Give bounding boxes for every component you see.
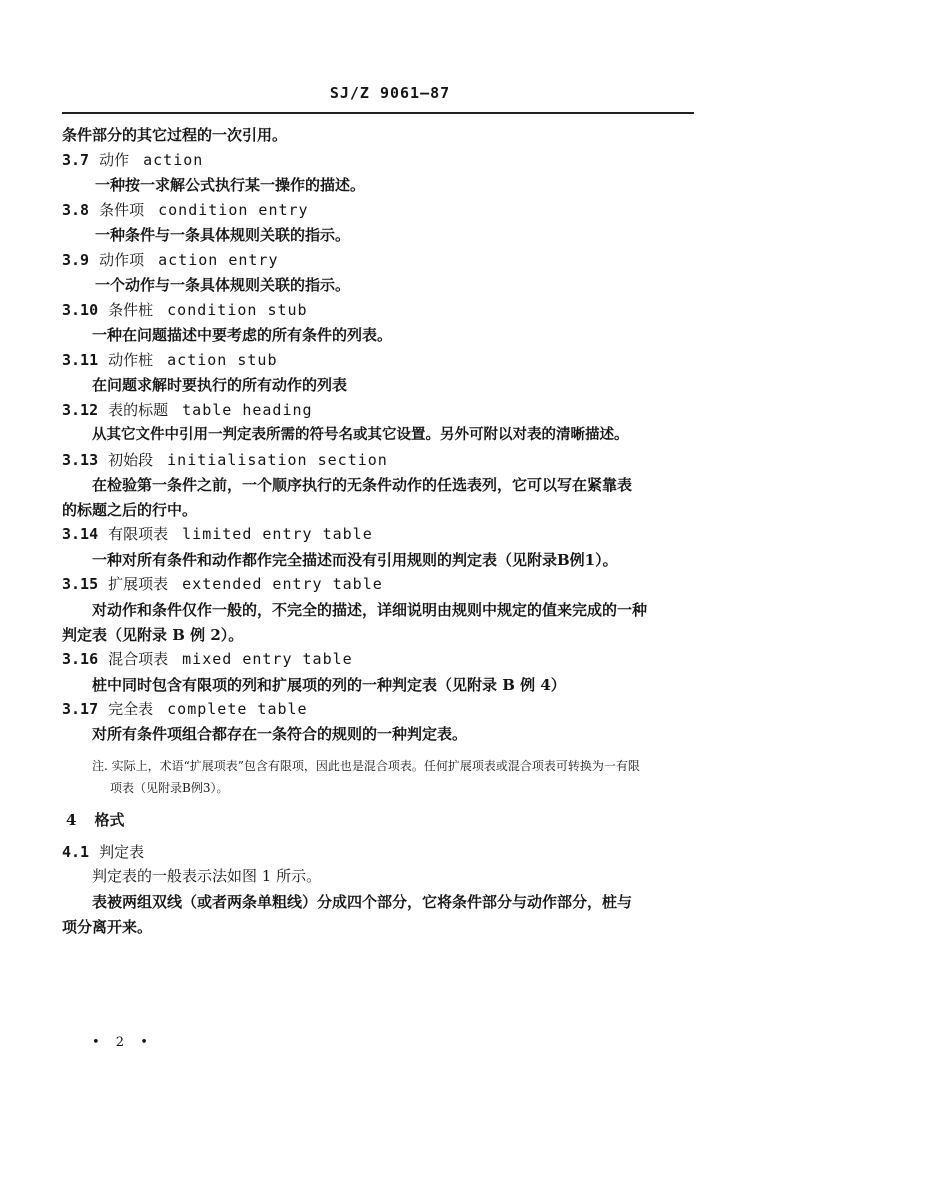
term-number: 3.10 — [62, 301, 99, 319]
term-chinese: 动作 — [99, 151, 130, 169]
section-heading — [66, 810, 124, 830]
term-number: 3.16 — [62, 650, 99, 668]
section-title: 格式 — [94, 811, 125, 829]
term-definition: 一种按一求解公式执行某一操作的描述。 — [95, 176, 366, 194]
term-english: initialisation section — [167, 451, 388, 469]
term-number: 3.13 — [62, 451, 99, 469]
document-code-header: SJ/Z 9061—87 — [329, 84, 451, 102]
term-definition: 在问题求解时要执行的所有动作的列表 — [92, 376, 348, 394]
term-heading — [62, 450, 388, 470]
term-number: 3.12 — [62, 401, 99, 419]
term-heading — [62, 400, 313, 420]
term-english: table heading — [182, 401, 313, 419]
term-english: mixed entry table — [182, 650, 353, 668]
paragraph: 判定表的一般表示法如图 1 所示。 — [92, 867, 322, 885]
term-heading — [62, 699, 308, 719]
term-english: action — [143, 151, 204, 169]
term-number: 3.15 — [62, 575, 99, 593]
term-chinese: 表的标题 — [108, 401, 169, 419]
paragraph-continued: 项分离开来。 — [62, 918, 153, 936]
term-number: 3.8 — [62, 201, 90, 219]
term-chinese: 完全表 — [108, 700, 154, 718]
term-definition: 一种在问题描述中要考虑的所有条件的列表。 — [92, 326, 393, 344]
term-number: 3.7 — [62, 151, 90, 169]
term-definition: 从其它文件中引用一判定表所需的符号名或其它设置。另外可附以对表的清晰描述。 — [92, 426, 629, 443]
term-english: action entry — [158, 251, 279, 269]
term-definition: 一种对所有条件和动作都作完全描述而没有引用规则的判定表（见附录B例1）。 — [92, 551, 618, 569]
term-english: condition entry — [158, 201, 309, 219]
term-heading — [62, 250, 278, 270]
note-text-continued: 项表（见附录B例3）。 — [110, 781, 229, 795]
term-heading — [62, 350, 277, 370]
term-number: 3.11 — [62, 351, 99, 369]
term-definition-continued: 判定表（见附录 B 例 2）。 — [62, 626, 244, 644]
term-heading — [62, 574, 383, 594]
term-heading — [62, 524, 373, 544]
subsection-number: 4.1 — [62, 843, 90, 861]
term-definition: 一个动作与一条具体规则关联的指示。 — [95, 276, 351, 294]
term-definition: 对动作和条件仅作一般的，不完全的描述，详细说明由规则中规定的值来完成的一种 — [92, 601, 648, 619]
term-english: complete table — [167, 700, 308, 718]
term-english: action stub — [167, 351, 278, 369]
continuation-text: 条件部分的其它过程的一次引用。 — [62, 126, 288, 144]
header-rule — [62, 112, 694, 114]
term-english: limited entry table — [182, 525, 373, 543]
page-number: • 2 • — [92, 1035, 154, 1050]
term-english: extended entry table — [182, 575, 383, 593]
paragraph: 表被两组双线（或者两条单粗线）分成四个部分，它将条件部分与动作部分，桩与 — [92, 893, 633, 911]
term-number: 3.17 — [62, 700, 99, 718]
term-chinese: 有限项表 — [108, 525, 169, 543]
term-chinese: 条件项 — [99, 201, 145, 219]
term-chinese: 动作项 — [99, 251, 145, 269]
term-heading — [62, 300, 308, 320]
section-number: 4 — [66, 811, 77, 829]
term-definition-continued: 的标题之后的行中。 — [62, 501, 198, 519]
term-chinese: 动作桩 — [108, 351, 154, 369]
term-heading — [62, 200, 309, 220]
term-definition: 在检验第一条件之前，一个顺序执行的无条件动作的任选表列，它可以写在紧靠表 — [92, 476, 633, 494]
term-number: 3.9 — [62, 251, 90, 269]
term-definition: 对所有条件项组合都存在一条符合的规则的一种判定表。 — [92, 725, 468, 743]
term-heading — [62, 150, 203, 170]
subsection-title: 判定表 — [99, 843, 145, 861]
term-chinese: 初始段 — [108, 451, 154, 469]
term-heading — [62, 649, 353, 669]
term-number: 3.14 — [62, 525, 99, 543]
term-chinese: 扩展项表 — [108, 575, 169, 593]
term-definition: 一种条件与一条具体规则关联的指示。 — [95, 226, 351, 244]
term-english: condition stub — [167, 301, 308, 319]
subsection-heading — [62, 842, 144, 862]
note-text: 注. 实际上，术语“扩展项表”包含有限项，因此也是混合项表。任何扩展项表或混合项表可转换为一有限 — [92, 759, 640, 773]
term-chinese: 混合项表 — [108, 650, 169, 668]
term-chinese: 条件桩 — [108, 301, 154, 319]
term-definition: 桩中同时包含有限项的列和扩展项的列的一种判定表（见附录 B 例 4） — [92, 676, 566, 694]
